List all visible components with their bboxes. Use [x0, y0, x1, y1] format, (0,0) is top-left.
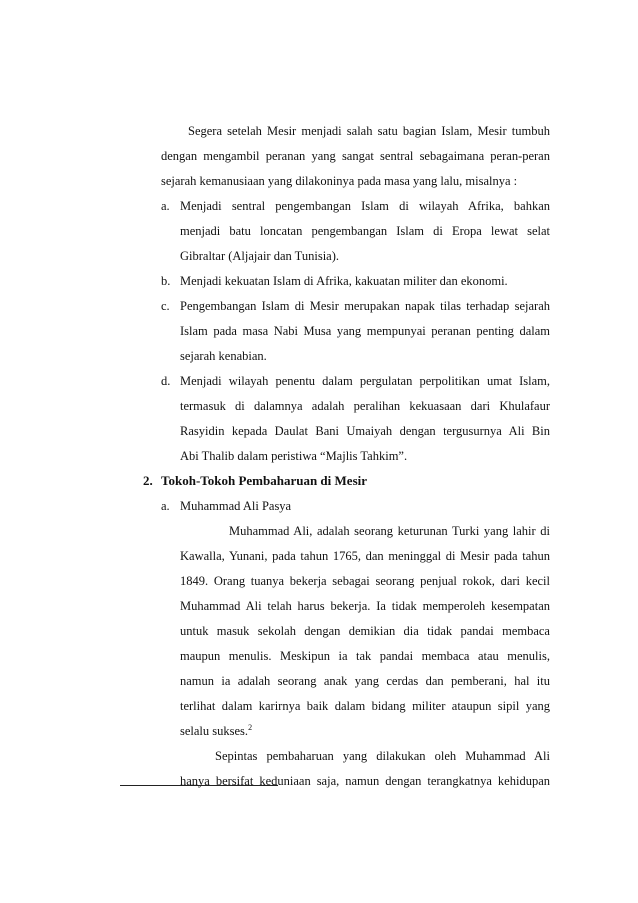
para1-line-2: Kawalla, Yunani, pada tahun 1765, dan meninggal di Mesir pada tahun — [180, 549, 550, 563]
list-b-line-1: Menjadi kekuatan Islam di Afrika, kakuatan militer dan ekonomi. — [180, 274, 508, 288]
list-a-line-1: Menjadi sentral pengembangan Islam di wilayah Afrika, bahkan — [180, 199, 550, 213]
list-c-line-2: Islam pada masa Nabi Musa yang mempunyai peranan penting dalam — [180, 324, 550, 338]
footnote-divider — [120, 785, 278, 786]
list-d-line-1: Menjadi wilayah penentu dalam pergulatan perpolitikan umat Islam, — [180, 374, 550, 388]
subsection-title: Muhammad Ali Pasya — [180, 499, 292, 513]
intro-line-2: dengan mengambil peranan yang sangat sentral sebagaimana peran-peran — [161, 149, 550, 163]
list-marker-a: a. — [161, 199, 170, 213]
list-c-line-3: sejarah kenabian. — [180, 349, 267, 363]
section-heading: Tokoh-Tokoh Pembaharuan di Mesir — [161, 473, 368, 488]
list-marker-d: d. — [161, 374, 171, 388]
subsection-marker-a: a. — [161, 499, 170, 513]
para1-line-9-text: selalu sukses. — [180, 724, 249, 738]
list-d-line-4: Abi Thalib dalam peristiwa “Majlis Tahkim”. — [180, 449, 408, 463]
list-marker-b: b. — [161, 274, 171, 288]
para1-line-8: terlihat dalam karirnya baik dalam bidang militer ataupun sipil yang — [180, 699, 550, 713]
para1-line-9 — [180, 723, 252, 739]
list-marker-c: c. — [161, 299, 170, 313]
para1-line-7: namun ia adalah seorang anak yang cerdas dan pemberani, hal itu — [180, 674, 550, 688]
intro-line-1: Segera setelah Mesir menjadi salah satu bagian Islam, Mesir tumbuh — [188, 124, 550, 138]
list-a-line-2: menjadi batu loncatan pengembangan Islam di Eropa lewat selat — [180, 224, 550, 238]
list-d-line-2: termasuk di dalamnya adalah peralihan kekuasaan dari Khulafaur — [180, 399, 550, 413]
para1-line-5: untuk masuk sekolah dengan demikian dia tidak pandai membaca — [180, 624, 550, 638]
para1-line-4: Muhammad Ali telah harus bekerja. Ia tidak memperoleh kesempatan — [180, 599, 550, 613]
section-number: 2. — [143, 473, 153, 488]
list-a-line-3: Gibraltar (Aljajair dan Tunisia). — [180, 249, 339, 263]
para2-line-2: hanya bersifat keduniaan saja, namun dengan terangkatnya kehidupan — [180, 774, 550, 788]
list-d-line-3: Rasyidin kepada Daulat Bani Umaiyah dengan tergusurnya Ali Bin — [180, 424, 550, 438]
para2-line-1: Sepintas pembaharuan yang dilakukan oleh Muhammad Ali — [215, 749, 550, 763]
footnote-reference[interactable]: 2 — [248, 722, 253, 732]
list-c-line-1: Pengembangan Islam di Mesir merupakan napak tilas terhadap sejarah — [180, 299, 550, 313]
para1-line-1: Muhammad Ali, adalah seorang keturunan Turki yang lahir di — [229, 524, 550, 538]
para1-line-6: maupun menulis. Meskipun ia tak pandai membaca atau menulis, — [180, 649, 550, 663]
intro-line-3: sejarah kemanusiaan yang dilakoninya pada masa yang lalu, misalnya : — [161, 174, 518, 188]
para1-line-3: 1849. Orang tuanya bekerja sebagai seorang penjual rokok, dari kecil — [180, 574, 550, 588]
